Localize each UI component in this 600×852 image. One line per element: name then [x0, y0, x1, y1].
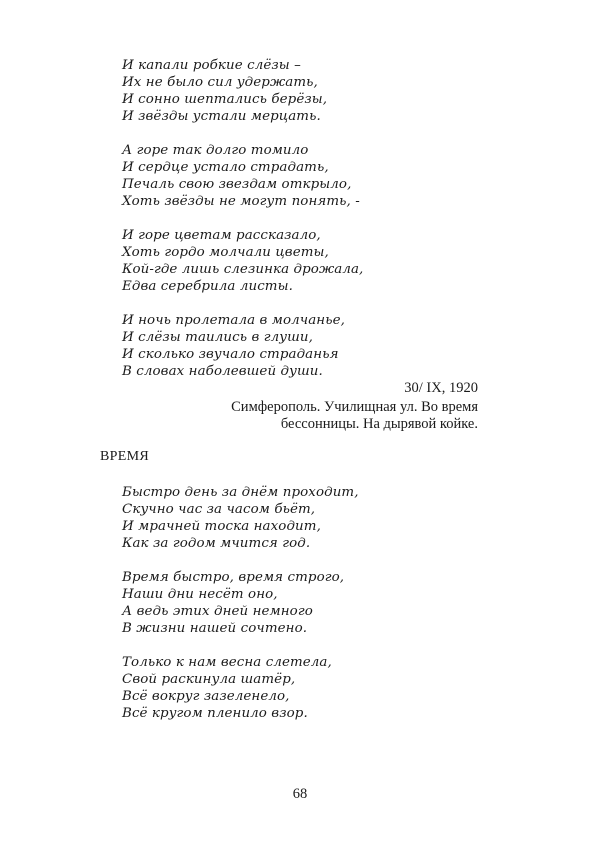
poem-line: И горе цветам рассказало,	[122, 228, 321, 243]
poem-line: А ведь этих дней немного	[122, 604, 313, 619]
poem-line: Хоть гордо молчали цветы,	[122, 245, 329, 260]
poem-line: И сердце устало страдать,	[122, 160, 329, 175]
poem-title: ВРЕМЯ	[100, 449, 149, 464]
poem-line: Свой раскинула шатёр,	[122, 672, 296, 687]
poem-line: Едва серебрила листы.	[122, 279, 293, 294]
poem-line: Хоть звёзды не могут понять, -	[122, 194, 360, 209]
poem-line: И мрачней тоска находит,	[122, 519, 321, 534]
poem-line: В словах наболевшей души.	[122, 364, 323, 379]
poem2-stanza-2	[122, 569, 344, 637]
poem-line: Их не было сил удержать,	[122, 75, 318, 90]
poem-line: А горе так долго томило	[122, 143, 309, 158]
poem1-stanza-2	[122, 142, 360, 210]
poem-line: И капали робкие слёзы –	[122, 58, 301, 73]
poem-line: Только к нам весна слетела,	[122, 655, 332, 670]
poem2-stanza-1	[122, 484, 359, 552]
poem-line: Наши дни несёт оно,	[122, 587, 278, 602]
poem2-stanza-3	[122, 654, 332, 722]
poem-line: И ночь пролетала в молчанье,	[122, 313, 345, 328]
poem-place-line-1: Симферополь. Училищная ул. Во время	[231, 399, 478, 415]
poem-line: Время быстро, время строго,	[122, 570, 345, 585]
poem-line: И сколько звучало страданья	[122, 347, 339, 362]
poem-line: В жизни нашей сочтено.	[122, 621, 308, 636]
poem-place-line-2: бессонницы. На дырявой койке.	[280, 416, 478, 432]
poem-line: Кой-где лишь слезинка дрожала,	[122, 262, 364, 277]
poem-line: И звёзды устали мерцать.	[122, 109, 321, 124]
poem1-stanza-3	[122, 227, 363, 295]
poem-line: Всё вокруг зазеленело,	[122, 689, 290, 704]
poem-line: Всё кругом пленило взор.	[122, 706, 308, 721]
poem-line: Печаль свою звездам открыло,	[122, 177, 352, 192]
poem1-stanza-1	[122, 57, 327, 125]
poem-line: И слёзы таились в глуши,	[122, 330, 313, 345]
poem-line: И сонно шептались берёзы,	[122, 92, 328, 107]
page-number: 68	[292, 786, 308, 802]
poem-line: Как за годом мчится год.	[122, 536, 311, 551]
poem-line: Скучно час за часом бьёт,	[122, 502, 316, 517]
poem1-stanza-4	[122, 312, 345, 380]
poem-date: 30/ IX, 1920	[404, 380, 478, 396]
poem-line: Быстро день за днём проходит,	[122, 485, 359, 500]
